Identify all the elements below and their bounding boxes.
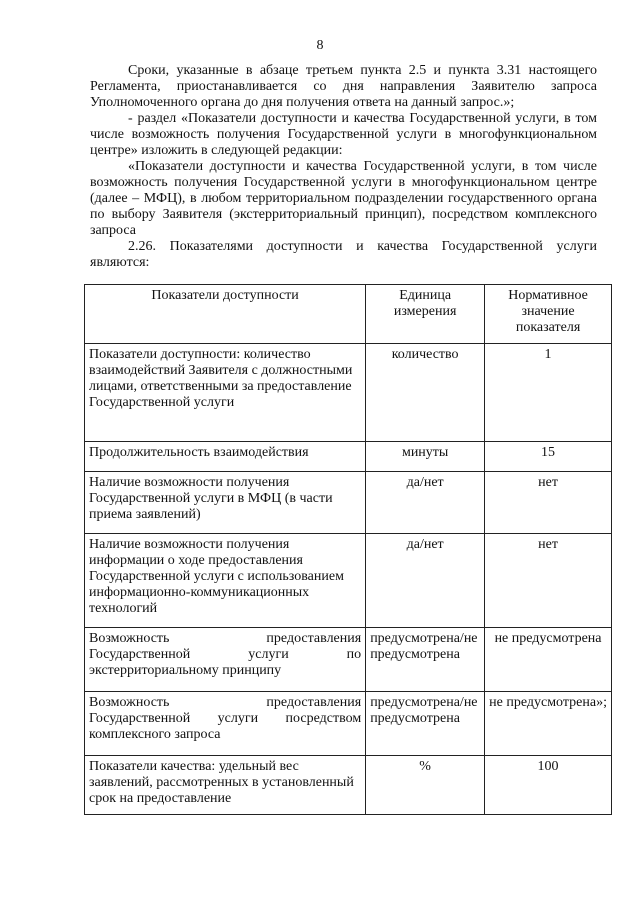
cell-unit: количество	[366, 344, 485, 442]
cell-unit: минуты	[366, 442, 485, 472]
table-row	[85, 344, 612, 442]
cell-unit: %	[366, 756, 485, 815]
page-number: 8	[316, 38, 324, 53]
table-row	[85, 692, 612, 756]
paragraph-section-replace: - раздел «Показатели доступности и качества Государственной услуги, в том числе возможность получения Государственной услуги в многофункциональном центре» изложить в следующей редакции:	[90, 111, 597, 158]
cell-unit: да/нет	[366, 534, 485, 628]
header-unit: Единица измерения	[366, 285, 485, 344]
cell-indicator: Возможность предоставления Государственной услуги посредством комплексного запроса	[85, 692, 366, 756]
cell-value: нет	[485, 534, 612, 628]
table-row	[85, 756, 612, 815]
cell-unit: да/нет	[366, 472, 485, 534]
cell-indicator: Показатели качества: удельный вес заявлений, рассмотренных в установленный срок на предоставление	[85, 756, 366, 815]
table-row	[85, 442, 612, 472]
table-row	[85, 534, 612, 628]
paragraph-clause-2-26: 2.26. Показателями доступности и качества Государственной услуги являются:	[90, 239, 597, 270]
header-normative-value: Нормативное значение показателя	[485, 285, 612, 344]
cell-indicator: Наличие возможности получения информации о ходе предоставления Государственной услуги с использованием информационно-коммуникационных технологий	[85, 534, 366, 628]
cell-value: 100	[485, 756, 612, 815]
document-body	[90, 63, 597, 271]
indicators-table	[84, 284, 612, 815]
paragraph-suspension-terms: Сроки, указанные в абзаце третьем пункта 2.5 и пункта 3.31 настоящего Регламента, приостанавливается со дня направления Заявителю запроса Уполномоченного органа до дня получения ответа на данный запрос.»;	[90, 63, 597, 110]
cell-value: 1	[485, 344, 612, 442]
table-row	[85, 628, 612, 692]
cell-unit: предусмотрена/не предусмотрена	[366, 692, 485, 756]
cell-unit: предусмотрена/не предусмотрена	[366, 628, 485, 692]
cell-indicator: Возможность предоставления Государственной услуги по экстерриториальному принципу	[85, 628, 366, 692]
paragraph-section-title: «Показатели доступности и качества Государственной услуги, в том числе возможность получения Государственной услуги в многофункциональном центре (далее – МФЦ), в любом территориальном подразделении государственного органа по выбору Заявителя (экстерриториальный принцип), посредством комплексного запроса	[90, 159, 597, 238]
table-header-row	[85, 285, 612, 344]
cell-value: не предусмотрена	[485, 628, 612, 692]
cell-indicator: Продолжительность взаимодействия	[85, 442, 366, 472]
table-row	[85, 472, 612, 534]
cell-indicator: Показатели доступности: количество взаимодействий Заявителя с должностными лицами, ответственными за предоставление Государственной услуги	[85, 344, 366, 442]
cell-value: не предусмотрена»;	[485, 692, 612, 756]
cell-indicator: Наличие возможности получения Государственной услуги в МФЦ (в части приема заявлений)	[85, 472, 366, 534]
cell-value: 15	[485, 442, 612, 472]
cell-value: нет	[485, 472, 612, 534]
header-indicators: Показатели доступности	[85, 285, 366, 344]
